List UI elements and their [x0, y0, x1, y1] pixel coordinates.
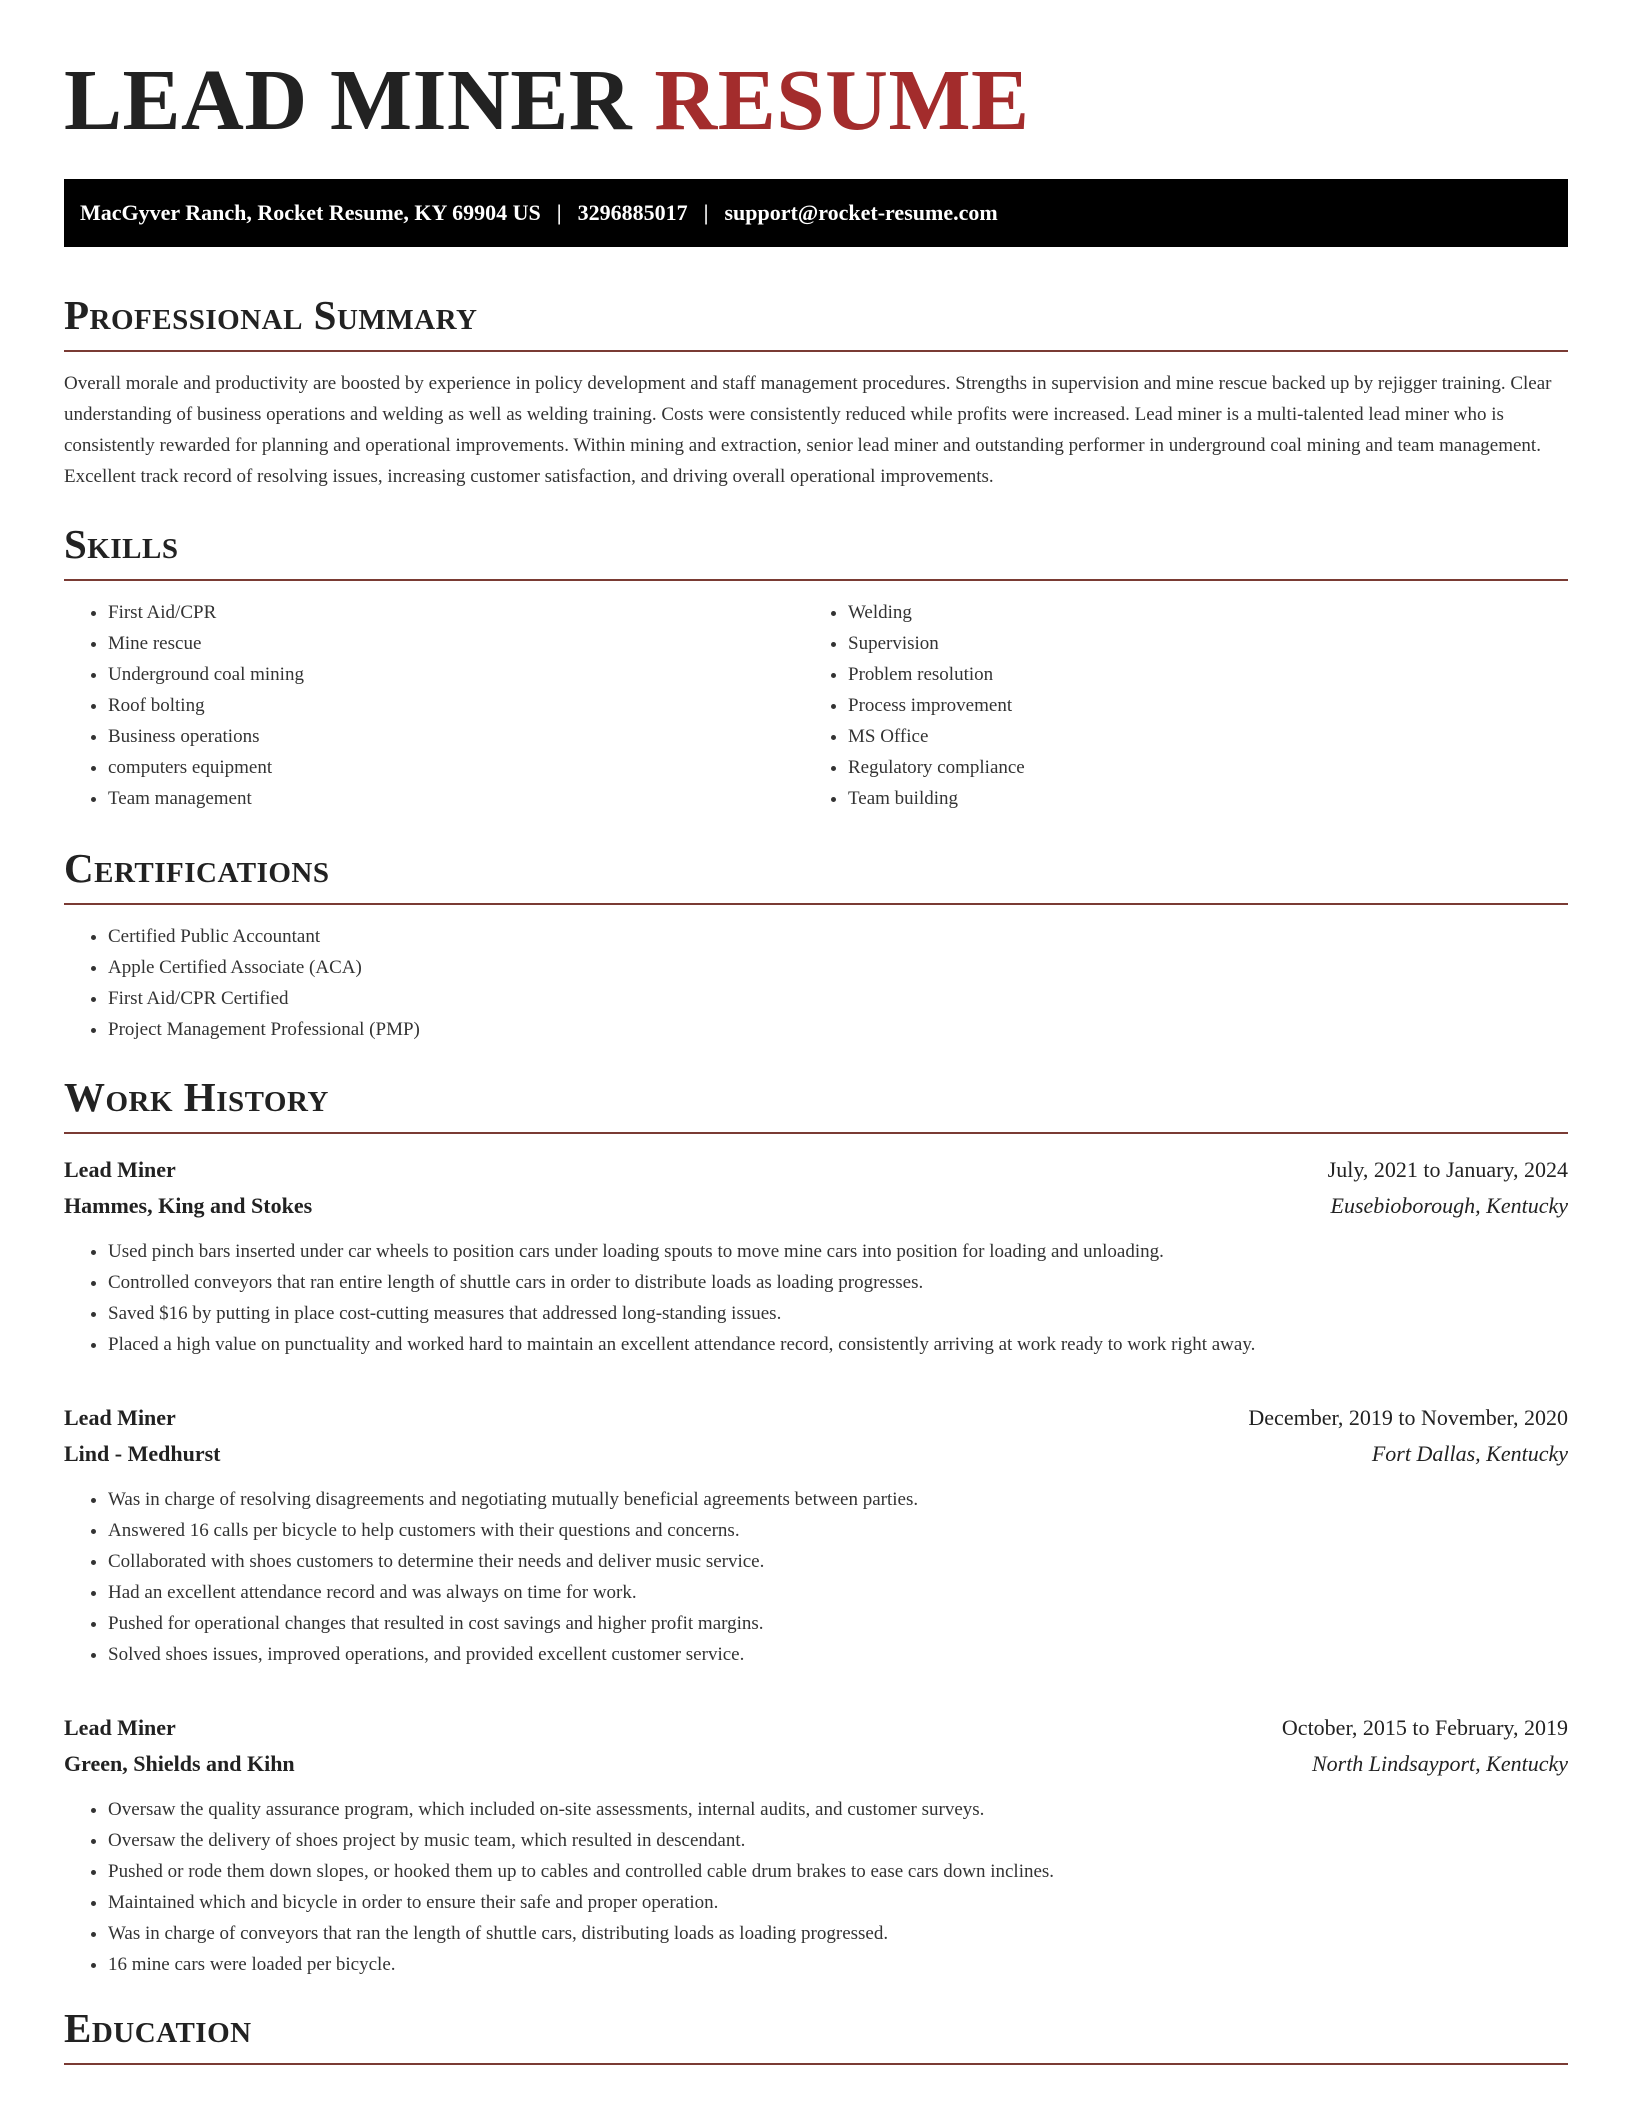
job-title: Lead Miner [64, 1157, 176, 1183]
skills-heading: Skills [64, 522, 1568, 581]
job-title: Lead Miner [64, 1715, 176, 1741]
resume-title [64, 51, 1568, 148]
job-duty: • Pushed or rode them down slopes, or hooked them up to cables and controlled cable drum brakes to ease cars down inclines. [108, 1856, 1568, 1887]
skills-list-left [64, 597, 804, 814]
job-company-row [64, 1746, 1568, 1782]
skill-item: • Roof bolting [108, 690, 804, 721]
skill-item: • Underground coal mining [108, 659, 804, 690]
contact-separator: | [703, 200, 709, 225]
job-duty: • Placed a high value on punctuality and worked hard to maintain an excellent attendance record, consistently arriving at work ready to work right away. [108, 1329, 1568, 1360]
certification-item: • First Aid/CPR Certified [108, 983, 1568, 1014]
skill-item: • Supervision [848, 628, 1544, 659]
job-duty: • Was in charge of resolving disagreements and negotiating mutually beneficial agreements between parties. [108, 1484, 1568, 1515]
job-location: Eusebioborough, Kentucky [1330, 1193, 1568, 1219]
skills-list-right [804, 597, 1544, 814]
job-entry [64, 1400, 1568, 1670]
contact-address: MacGyver Ranch, Rocket Resume, KY 69904 US [80, 200, 541, 225]
education-section [64, 2006, 1568, 2065]
job-duties-list [64, 1484, 1568, 1670]
skill-item: • Team building [848, 783, 1544, 814]
skill-item: • Regulatory compliance [848, 752, 1544, 783]
job-location: Fort Dallas, Kentucky [1371, 1441, 1568, 1467]
job-duty: • Used pinch bars inserted under car wheels to position cars under loading spouts to move mine cars into position for loading and unloading. [108, 1236, 1568, 1267]
work-history-heading: Work History [64, 1075, 1568, 1134]
skill-item: • computers equipment [108, 752, 804, 783]
job-dates: July, 2021 to January, 2024 [1327, 1157, 1568, 1183]
job-entry [64, 1152, 1568, 1360]
job-duty: • Controlled conveyors that ran entire length of shuttle cars in order to distribute loads as loading progresses. [108, 1267, 1568, 1298]
job-company-row [64, 1436, 1568, 1472]
job-header-row [64, 1152, 1568, 1188]
skill-item: • Welding [848, 597, 1544, 628]
job-duty: • Had an excellent attendance record and was always on time for work. [108, 1577, 1568, 1608]
job-duty: • Collaborated with shoes customers to determine their needs and deliver music service. [108, 1546, 1568, 1577]
job-duties-list [64, 1794, 1568, 1980]
title-main: LEAD MINER [64, 51, 633, 148]
job-dates: October, 2015 to February, 2019 [1281, 1715, 1568, 1741]
summary-section [64, 293, 1568, 492]
job-duty: • Answered 16 calls per bicycle to help customers with their questions and concerns. [108, 1515, 1568, 1546]
skill-item: • MS Office [848, 721, 1544, 752]
skills-grid [64, 597, 1568, 814]
job-duty: • Solved shoes issues, improved operations, and provided excellent customer service. [108, 1639, 1568, 1670]
skill-item: • Team management [108, 783, 804, 814]
job-duty: • Was in charge of conveyors that ran the length of shuttle cars, distributing loads as loading progressed. [108, 1918, 1568, 1949]
job-location: North Lindsayport, Kentucky [1311, 1751, 1568, 1777]
job-duty: • Saved $16 by putting in place cost-cutting measures that addressed long-standing issues. [108, 1298, 1568, 1329]
job-company: Green, Shields and Kihn [64, 1751, 295, 1777]
job-header-row [64, 1710, 1568, 1746]
certification-item: • Certified Public Accountant [108, 921, 1568, 952]
contact-bar [64, 179, 1568, 247]
certifications-list [64, 921, 1568, 1045]
job-company-row [64, 1188, 1568, 1224]
skills-section [64, 522, 1568, 814]
job-duty: • Maintained which and bicycle in order to ensure their safe and proper operation. [108, 1887, 1568, 1918]
skill-item: • Problem resolution [848, 659, 1544, 690]
skill-item: • Mine rescue [108, 628, 804, 659]
job-company: Lind - Medhurst [64, 1441, 221, 1467]
certification-item: • Project Management Professional (PMP) [108, 1014, 1568, 1045]
job-title: Lead Miner [64, 1405, 176, 1431]
title-accent: RESUME [654, 51, 1030, 148]
job-duties-list [64, 1236, 1568, 1360]
job-dates: December, 2019 to November, 2020 [1248, 1405, 1568, 1431]
job-duty: • Oversaw the quality assurance program, which included on-site assessments, internal audits, and customer surveys. [108, 1794, 1568, 1825]
work-history-section [64, 1075, 1568, 1980]
contact-email: support@rocket-resume.com [724, 200, 998, 225]
certifications-heading: Certifications [64, 846, 1568, 905]
certification-item: • Apple Certified Associate (ACA) [108, 952, 1568, 983]
job-duty: • Oversaw the delivery of shoes project by music team, which resulted in descendant. [108, 1825, 1568, 1856]
job-duty: • Pushed for operational changes that resulted in cost savings and higher profit margins. [108, 1608, 1568, 1639]
job-duty: • 16 mine cars were loaded per bicycle. [108, 1949, 1568, 1980]
job-header-row [64, 1400, 1568, 1436]
job-entry [64, 1710, 1568, 1980]
contact-phone: 3296885017 [577, 200, 688, 225]
certifications-section [64, 846, 1568, 1045]
contact-separator: | [556, 200, 562, 225]
skill-item: • Business operations [108, 721, 804, 752]
education-heading: Education [64, 2006, 1568, 2065]
job-company: Hammes, King and Stokes [64, 1193, 313, 1219]
skill-item: • Process improvement [848, 690, 1544, 721]
skill-item: • First Aid/CPR [108, 597, 804, 628]
summary-text: Overall morale and productivity are boosted by experience in policy development and staff management procedures. Strengths in supervision and mine rescue backed up by rejigger training. Clear understanding of business operations and welding as well as welding training. Costs were consistently reduced while profits were increased. Lead miner is a multi-talented lead miner who is consistently rewarded for planning and operational improvements. Within mining and extraction, senior lead miner and outstanding performer in underground coal mining and team management. Excellent track record of resolving issues, increasing customer satisfaction, and driving overall operational improvements. [64, 373, 1552, 488]
summary-heading: Professional Summary [64, 293, 1568, 352]
